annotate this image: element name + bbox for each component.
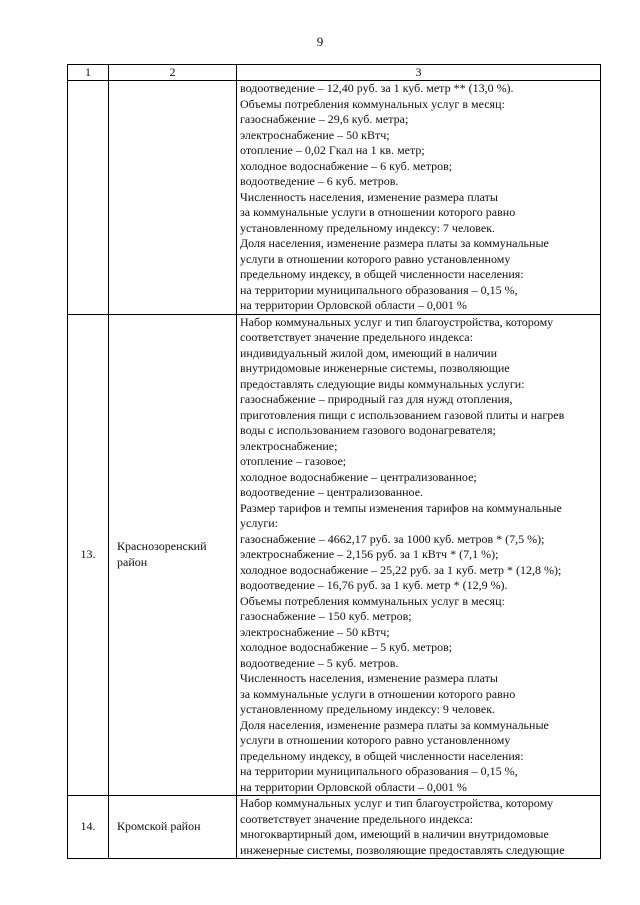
description-text: [237, 796, 600, 858]
description-line: внутридомовые инженерные системы, позволяющие: [240, 361, 510, 375]
description-line: отопление – 0,02 Гкал на 1 кв. метр;: [240, 143, 425, 157]
description-cell: [237, 796, 601, 859]
description-line: за коммунальные услуги в отношении которого равно: [240, 205, 516, 219]
description-line: Объемы потребления коммунальных услуг в месяц:: [240, 593, 505, 608]
tariff-table: [67, 64, 601, 859]
description-line: предельному индексу, в общей численности населения:: [240, 267, 524, 281]
description-line: индивидуальный жилой дом, имеющий в наличии: [240, 345, 497, 360]
description-text: [237, 81, 600, 314]
table-row: [68, 81, 601, 315]
row-number-cell: 14.: [68, 796, 109, 859]
description-line: холодное водоснабжение – 5 куб. метров;: [240, 640, 453, 654]
region-name: Краснозоренский район: [117, 539, 207, 569]
description-line: предельному индексу, в общей численности населения:: [240, 748, 524, 763]
description-line: газоснабжение – 150 куб. метров;: [240, 609, 412, 623]
description-line: на территории муниципального образования – 0,15 %,: [240, 282, 518, 297]
description-line: электроснабжение – 50 кВтч;: [240, 127, 390, 142]
description-line: отопление – газовое;: [240, 454, 347, 468]
row-number-cell: 13.: [68, 314, 109, 796]
description-line: электроснабжение – 2,156 руб. за 1 кВтч * (7,1 %);: [240, 547, 499, 561]
description-line: на территории Орловской области – 0,001 %: [240, 298, 467, 312]
description-line: газоснабжение – 29,6 куб. метра;: [240, 112, 409, 126]
description-line: соответствует значение предельного индекса:: [240, 811, 473, 826]
table-row: [68, 796, 601, 859]
description-line: холодное водоснабжение – 6 куб. метров;: [240, 158, 453, 173]
description-line: холодное водоснабжение – централизованное;: [240, 469, 477, 484]
description-line: услуги:: [240, 516, 278, 530]
header-col-2: 2: [109, 65, 237, 81]
description-line: Набор коммунальных услуг и тип благоустройства, которому: [240, 314, 554, 329]
description-line: соответствует значение предельного индекса:: [240, 330, 473, 344]
description-line: холодное водоснабжение – 25,22 руб. за 1 куб. метр * (12,8 %);: [240, 562, 562, 577]
description-line: газоснабжение – 4662,17 руб. за 1000 куб. метров * (7,5 %);: [240, 531, 545, 546]
description-line: воды с использованием газового водонагревателя;: [240, 423, 496, 437]
description-line: Численность населения, изменение размера платы: [240, 671, 498, 685]
description-line: газоснабжение – природный газ для нужд отопления,: [240, 392, 513, 406]
description-text: [237, 315, 600, 796]
page-number: 9: [316, 34, 324, 49]
description-line: многоквартирный дом, имеющий в наличии внутридомовые: [240, 827, 549, 841]
row-number-cell: [68, 81, 109, 315]
description-line: на территории муниципального образования – 0,15 %,: [240, 764, 518, 778]
description-line: услуги в отношении которого равно установленному: [240, 733, 511, 747]
table-header-row: [68, 65, 601, 81]
description-line: водоотведение – 5 куб. метров.: [240, 655, 399, 670]
description-line: Численность населения, изменение размера платы: [240, 189, 498, 204]
description-line: водоотведение – 12,40 руб. за 1 куб. метр ** (13,0 %).: [240, 81, 514, 95]
region-cell: [109, 796, 237, 859]
description-line: электроснабжение;: [240, 438, 338, 453]
description-line: Объемы потребления коммунальных услуг в месяц:: [240, 96, 505, 111]
header-col-3: 3: [237, 65, 601, 81]
description-line: Доля населения, изменение размера платы за коммунальные: [240, 236, 549, 250]
description-line: Доля населения, изменение размера платы за коммунальные: [240, 717, 549, 732]
description-line: приготовления пищи с использованием газовой плиты и нагрев: [240, 407, 565, 422]
description-line: установленному предельному индексу: 7 человек.: [240, 220, 496, 235]
description-line: Набор коммунальных услуг и тип благоустройства, которому: [240, 796, 554, 810]
description-line: услуги в отношении которого равно установленному: [240, 251, 511, 266]
description-cell: [237, 314, 601, 796]
region-cell: [109, 314, 237, 796]
region-cell: [109, 81, 237, 315]
description-line: Размер тарифов и темпы изменения тарифов на коммунальные: [240, 500, 562, 515]
description-line: на территории Орловской области – 0,001 %: [240, 779, 467, 794]
description-line: водоотведение – централизованное.: [240, 485, 424, 499]
description-line: водоотведение – 16,76 руб. за 1 куб. метр * (12,9 %).: [240, 578, 508, 592]
description-line: предоставлять следующие виды коммунальных услуги:: [240, 376, 525, 391]
description-line: электроснабжение – 50 кВтч;: [240, 624, 390, 639]
description-cell: [237, 81, 601, 315]
table-row: [68, 314, 601, 796]
description-line: за коммунальные услуги в отношении которого равно: [240, 686, 516, 701]
description-line: водоотведение – 6 куб. метров.: [240, 174, 399, 188]
header-col-1: 1: [68, 65, 109, 81]
description-line: установленному предельному индексу: 9 человек.: [240, 702, 496, 716]
region-name: Кромской район: [117, 819, 201, 834]
description-line: инженерные системы, позволяющие предоставлять следующие: [240, 842, 565, 857]
